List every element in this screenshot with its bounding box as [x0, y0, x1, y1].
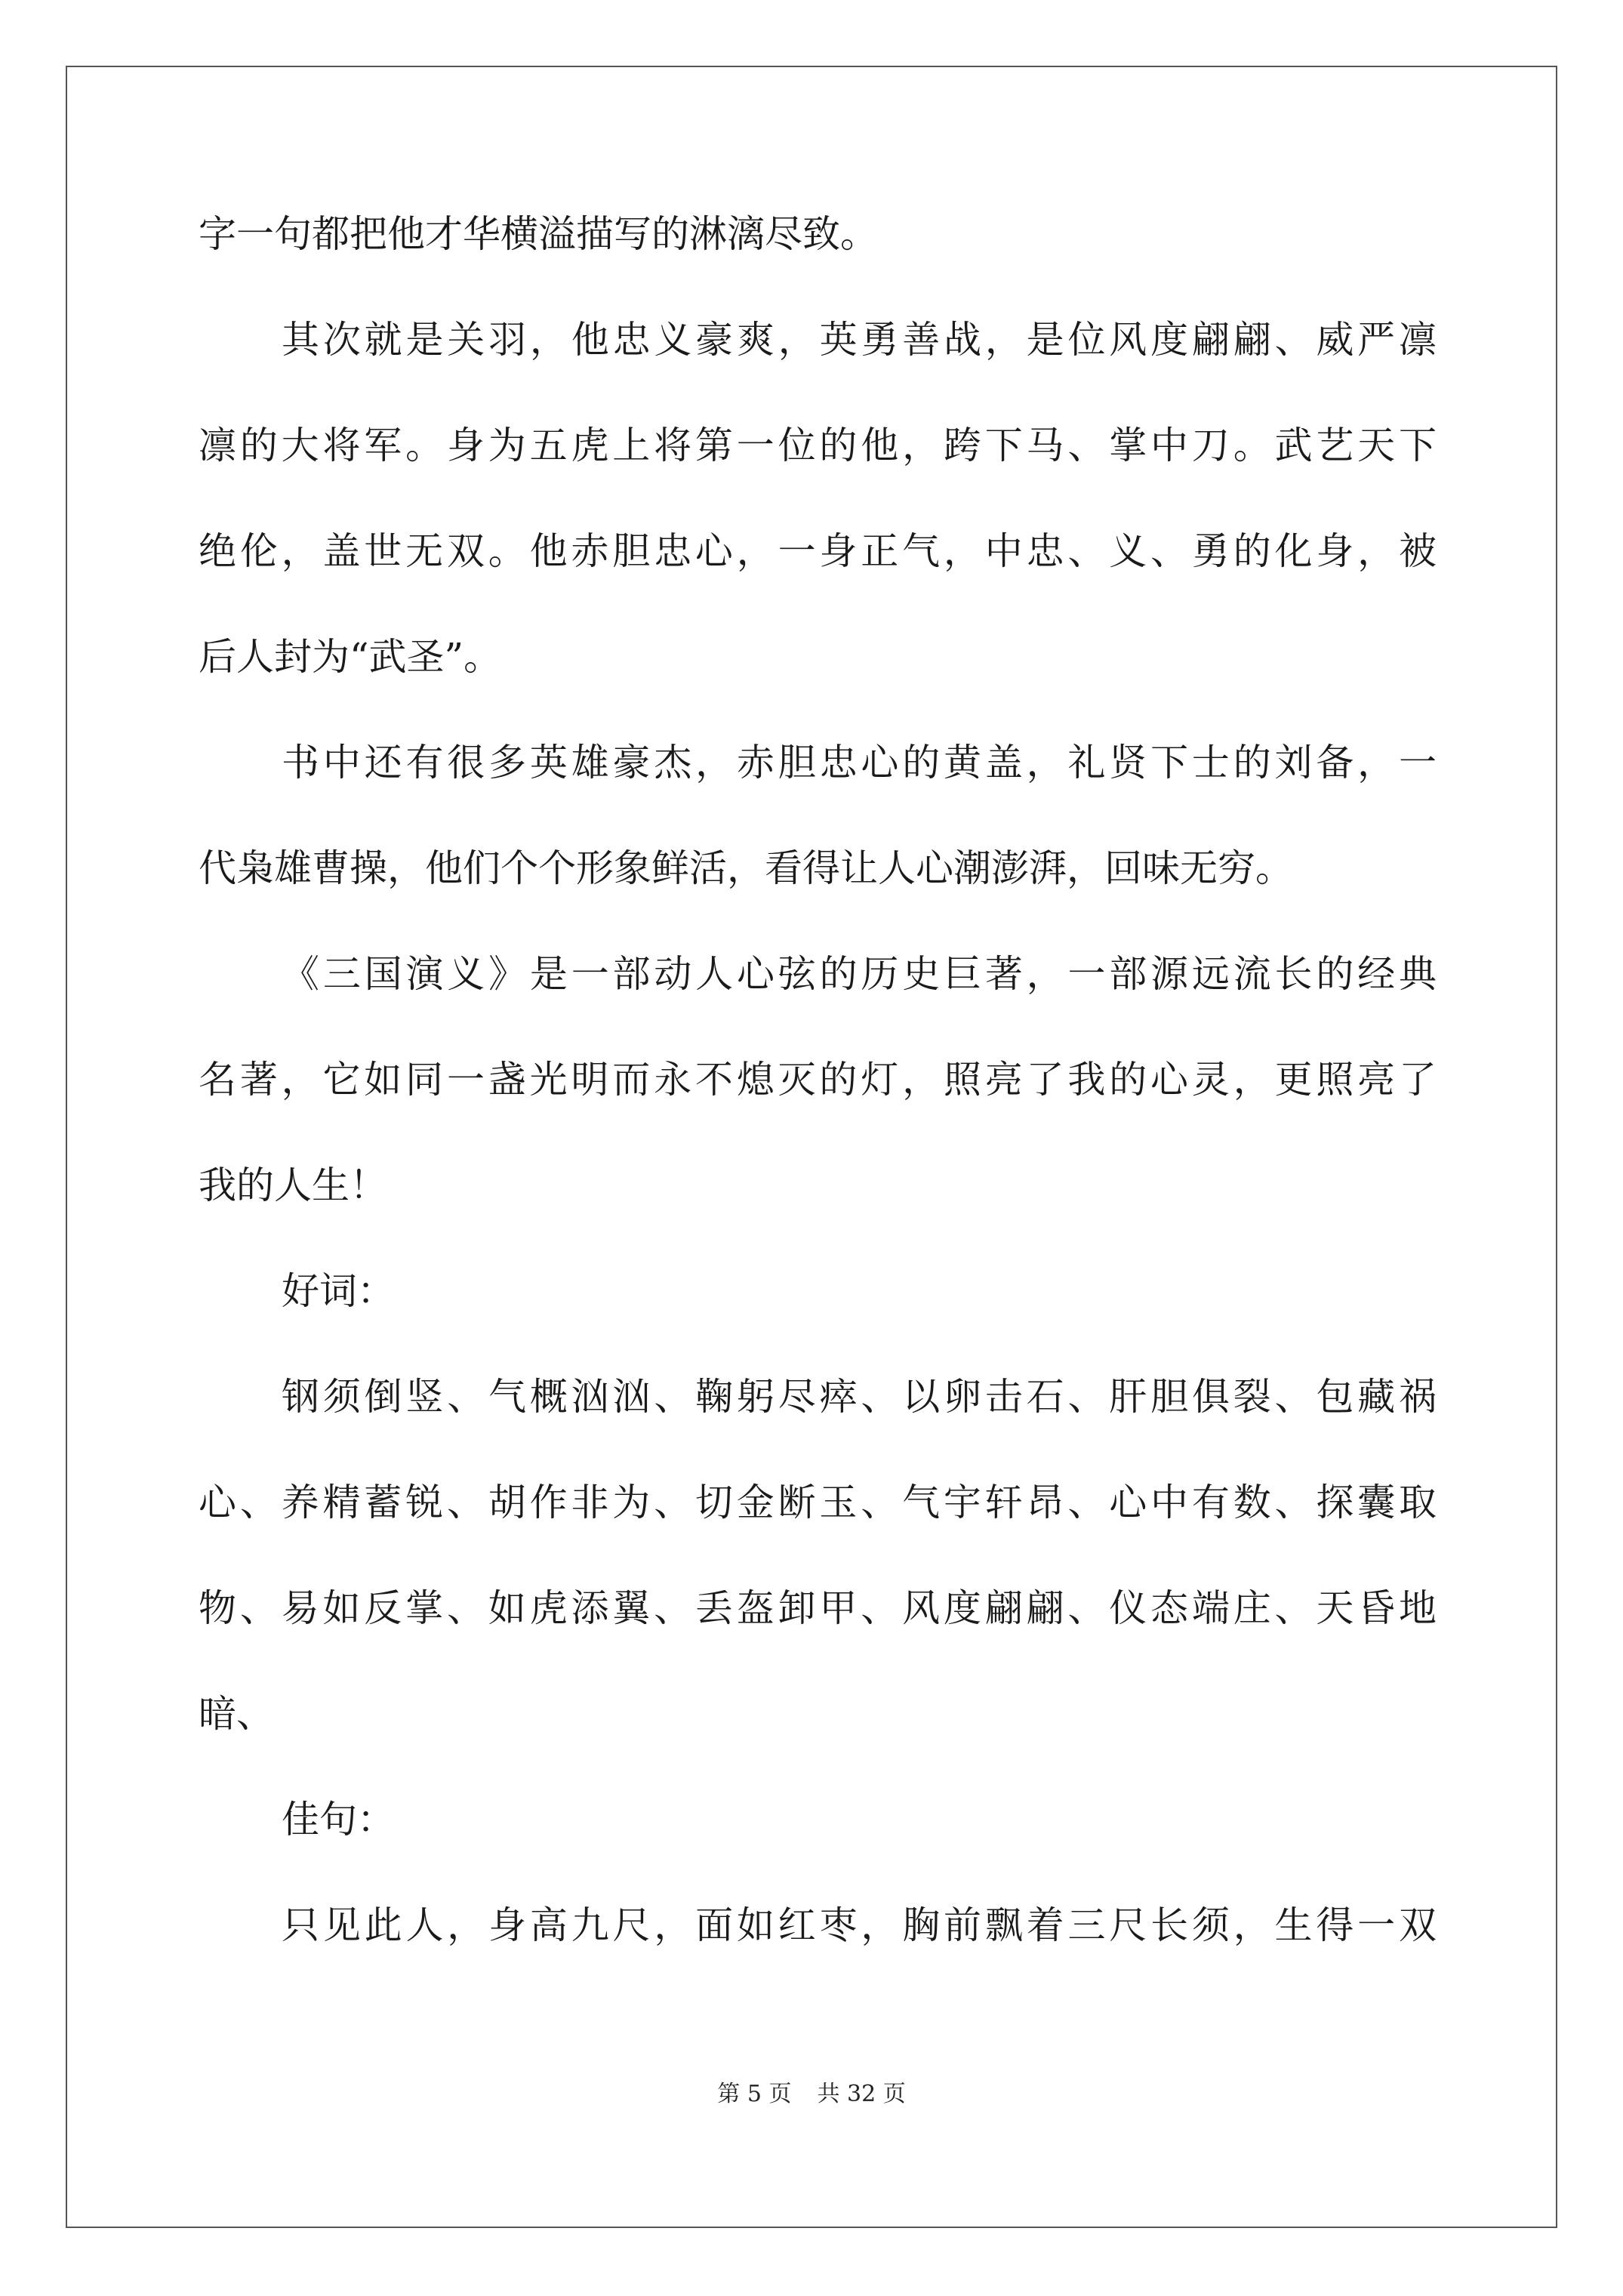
text-line: 凛的大将军。身为五虎上将第一位的他，跨下马、掌中刀。武艺天下	[199, 424, 1437, 467]
text-line: 我的人生！	[199, 1163, 387, 1207]
text-line: 后人封为“武圣”。	[199, 635, 502, 679]
page-footer	[0, 2075, 1623, 2108]
page-total: 共 32 页	[817, 2081, 906, 2107]
text-line: 代枭雄曹操，他们个个形象鲜活，看得让人心潮澎湃，回味无穷。	[199, 846, 1293, 890]
text-line: 《三国演义》是一部动人心弦的历史巨著，一部源远流长的经典	[282, 952, 1437, 996]
section-heading: 佳句：	[282, 1798, 395, 1841]
text-line: 名著，它如同一盏光明而永不熄灭的灯，照亮了我的心灵，更照亮了	[199, 1058, 1437, 1102]
text-line: 书中还有很多英雄豪杰，赤胆忠心的黄盖，礼贤下士的刘备，一	[282, 741, 1437, 784]
text-line: 绝伦，盖世无双。他赤胆忠心，一身正气，中忠、义、勇的化身，被	[199, 529, 1437, 573]
text-line: 字一句都把他才华横溢描写的淋漓尽致。	[199, 212, 878, 256]
page-number: 第 5 页	[717, 2081, 792, 2107]
text-line: 其次就是关羽，他忠义豪爽，英勇善战，是位风度翩翩、威严凛	[282, 318, 1437, 362]
text-line: 心、养精蓄锐、胡作非为、切金断玉、气宇轩昂、心中有数、探囊取	[199, 1481, 1437, 1524]
text-line: 物、易如反掌、如虎添翼、丢盔卸甲、风度翩翩、仪态端庄、天昏地	[199, 1586, 1437, 1630]
text-line: 钢须倒竖、气概汹汹、鞠躬尽瘁、以卵击石、肝胆俱裂、包藏祸	[282, 1375, 1437, 1419]
section-heading: 好词：	[282, 1269, 395, 1313]
text-line: 暗、	[199, 1692, 274, 1736]
text-line: 只见此人，身高九尺，面如红枣，胸前飘着三尺长须，生得一双	[282, 1903, 1437, 1947]
